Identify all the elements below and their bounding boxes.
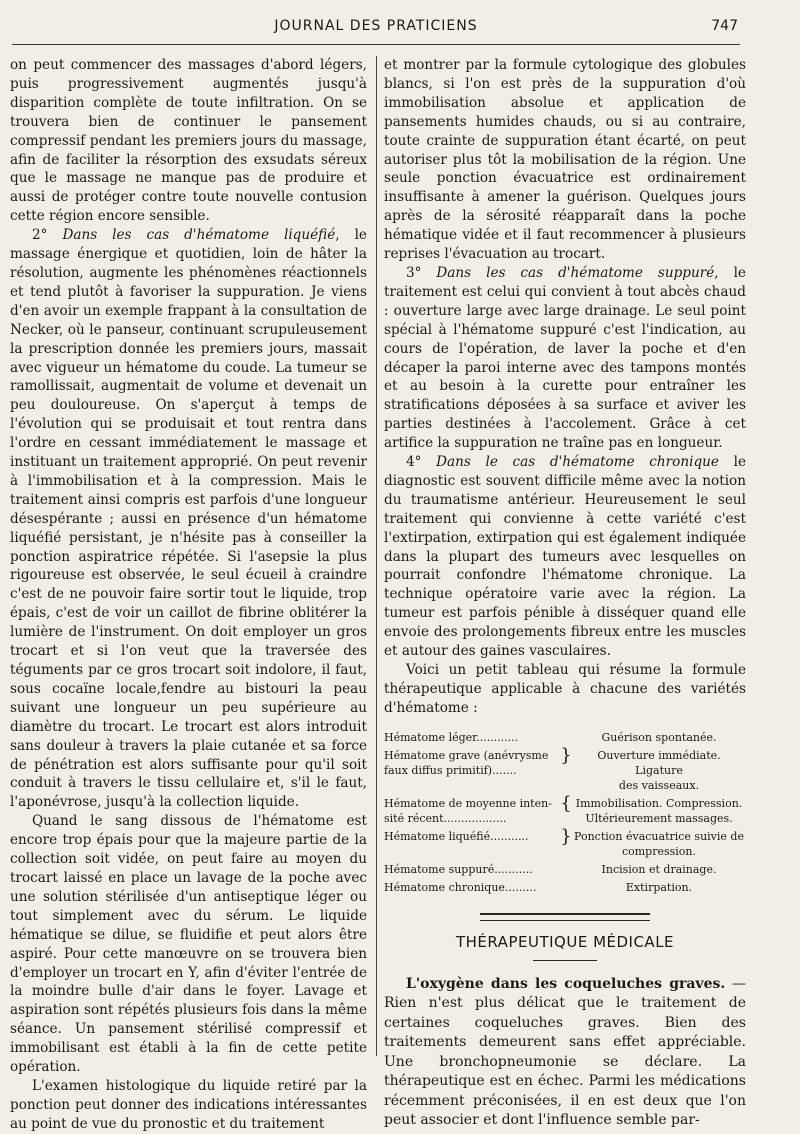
paragraph-text: le diagnostic est souvent difficile même avec la notion du traumatisme antérieur. Heureusement le seul traitement qui convienne à cette variété c'est l'extirpation, extirpation qui est également indiquée dans la plupart des tumeurs avec lesquelles on pourrait confondre l'hématome chronique. La technique opératoire varie avec la région. La tumeur est parfois pénible à disséquer quand elle envoie des prolongements fibreux entre les muscles et autour des gaines vasculaires. xyxy=(384,454,746,660)
paragraph: et montrer par la formule cytologique des globules blancs, si l'on est près de la suppuration d'où immobilisation absolue et application de pansements humides chauds, ou si au contraire, toute crainte de suppuration étant écarté, on peut autoriser plus tôt la mobilisation de la région. Une seule ponction évacuatrice est ordinairement insuffisante à amener la guérison. Quelques jours après de la sérosité réapparaît dans la poche hématique vidée et il faut recommencer à plusieurs reprises l'évacuation au trocart. xyxy=(384,57,746,263)
item-heading: Dans les cas d'hématome liquéfié xyxy=(62,227,336,244)
condition-cell: Hématome chronique......... xyxy=(384,880,537,894)
condition-cell: Hématome de moyenne inten- sité récent.................. xyxy=(384,796,552,825)
treatment-cell: Ponction évacuatrice suivie de compression. xyxy=(574,829,744,858)
table-row xyxy=(384,826,746,859)
paragraph: Voici un petit tableau qui résume la formule thérapeutique applicable à chacune des variétés d'hématome : xyxy=(384,662,746,716)
journal-title: JOURNAL DES PRATICIENS xyxy=(274,18,478,34)
table-row xyxy=(384,859,746,877)
brace xyxy=(560,859,572,877)
treatment-cell: Ouverture immédiate. Ligature des vaisseaux. xyxy=(597,748,721,792)
treatment-cell: Incision et drainage. xyxy=(601,862,717,876)
paragraph-text: , le traitement est celui qui convient à tout abcès chaud : ouverture large avec large drainage. Le seul point spécial à l'hématome suppuré c'est l'indication, au cours de l'opération, de laver la poche et d'en décaper la paroi interne avec des tampons montés et au besoin à la curette pour entraîner les stratifications déposées à sa surface et aviver les parties destinées à l'accolement. Grâce à cet artifice la suppuration ne traîne pas en longueur. xyxy=(384,264,746,452)
brace: } xyxy=(560,744,572,766)
paragraph-text: , le massage énergique et quotidien, loin de hâter la résolution, augmente les phénomènes réactionnels et tend plutôt à favoriser la suppuration. Je viens d'en avoir un exemple frappant à la consultation de Necker, où le panseur, continuant scrupuleusement la prescription donnée les premiers jours, massait avec vigueur un hématome du coude. La tumeur se ramollissait, augmentait de volume et devenait un peu douloureuse. On s'aperçut à temps de l'évolution qui se produisait et tout rentra dans l'ordre en cessant immédiatement le massage et instituant un traitement approprié. On peut revenir à l'immobilisation et à la compression. Mais le traitement ainsi compris est parfois d'une longueur désespérante ; aussi en présence d'un hématome liquéfié persistant, je n'hésite pas à conseiller la ponction aspiratrice répétée. Si l'asepsie la plus rigoureuse est observée, le seul écueil à craindre c'est de ne pouvoir faire sortir tout le liquide, trop épais, c'est de voir un caillot de fibrine oblitérer la lumière de l'instrument. On doit employer un gros trocart et si l'on veut que la traversée des téguments par ce gros trocart soit indolore, il faut, sous cocaïne locale,fendre au bistouri la peau suivant une longueur un peu supérieure au diamètre du trocart. Le trocart est alors introduit sans douleur à travers la plaie cutanée et sa force de pénétration est alors suffisante pour qu'il soit conduit à travers le tissu cellulaire et, s'il le faut, l'aponévrose, jusqu'à la collection liquide. xyxy=(10,227,367,811)
treatment-cell: Guérison spontanée. xyxy=(601,730,717,744)
article-heading: L'oxygène dans les coqueluches graves. xyxy=(406,975,726,992)
paragraph-suppure xyxy=(384,264,746,453)
table-row xyxy=(384,793,746,826)
condition-cell: Hématome grave (anévrysme faux diffus primitif)....... xyxy=(384,748,549,777)
item-heading: Dans les cas d'hématome suppuré xyxy=(436,264,715,281)
paragraph: on peut commencer des massages d'abord légers, puis progressivement augmentés jusqu'à disparition complète de toute infiltration. On se trouvera bien de continuer le pansement compressif pendant les premiers jours du massage, afin de faciliter la résorption des exsudats séreux que le massage ne manque pas de produire et aussi de protéger contre toute nouvelle contusion cette région encore sensible. xyxy=(10,57,367,225)
treatment-summary-table xyxy=(384,730,746,895)
column-divider xyxy=(376,56,377,1056)
title-underline xyxy=(533,960,597,961)
item-number: 2° xyxy=(32,227,63,244)
table-row xyxy=(384,877,746,895)
table-row xyxy=(384,745,746,793)
brace xyxy=(560,877,572,895)
paragraph: Quand le sang dissous de l'hématome est encore trop épais pour que la majeure partie de la collection soit vidée, on peut faire au moyen du trocart laissé en place un lavage de la poche avec une solution stérilisée d'un antiseptique léger ou tout simplement avec du sérum. Le liquide hématique se dilue, se fluidifie et peut alors être aspiré. Pour cette manœuvre on se trouvera bien d'employer un trocart en Y, afin d'éviter l'entrée de la moindre bulle d'air dans le foyer. Lavage et aspiration sont répétés plusieurs fois dans la même séance. Un pansement stérilisé compressif et immobilisant est établi à la fin de cette petite opération. xyxy=(10,813,367,1076)
treatment-cell: Extirpation. xyxy=(625,880,693,894)
item-number: 4° xyxy=(406,454,437,471)
page-number: 747 xyxy=(711,18,738,34)
article-intro xyxy=(384,975,746,1131)
item-number: 3° xyxy=(406,264,437,281)
condition-cell: Hématome suppuré........... xyxy=(384,862,533,876)
paragraph-chronique xyxy=(384,453,746,661)
brace: { xyxy=(560,792,572,814)
treatment-cell: Immobilisation. Compression. Ultérieurement massages. xyxy=(575,796,743,825)
left-column xyxy=(10,56,367,1134)
paragraph: L'examen histologique du liquide retiré par la ponction peut donner des indications intéressantes au point de vue du pronostic et du traitement xyxy=(10,1077,367,1132)
paragraph-liquefie xyxy=(10,226,367,812)
running-header xyxy=(12,16,740,45)
section-rule xyxy=(480,913,650,921)
section-title: THÉRAPEUTIQUE MÉDICALE xyxy=(455,932,675,951)
brace: } xyxy=(560,825,572,847)
brace xyxy=(560,730,572,745)
condition-cell: Hématome liquéfié........... xyxy=(384,829,529,843)
item-heading: Dans le cas d'hématome chronique xyxy=(436,454,719,471)
right-column xyxy=(384,56,746,1131)
table-row xyxy=(384,730,746,745)
article-text: — Rien n'est plus délicat que le traitement de certaines coqueluches graves. Bien des traitements demeurent sans effet appréciable. Une bronchopneumonie se déclare. La thérapeutique est en échec. Parmi les médications récemment préconisées, il en est deux que l'on peut associer et dont l'influence semble par- xyxy=(384,975,746,1129)
condition-cell: Hématome léger............ xyxy=(384,730,519,744)
